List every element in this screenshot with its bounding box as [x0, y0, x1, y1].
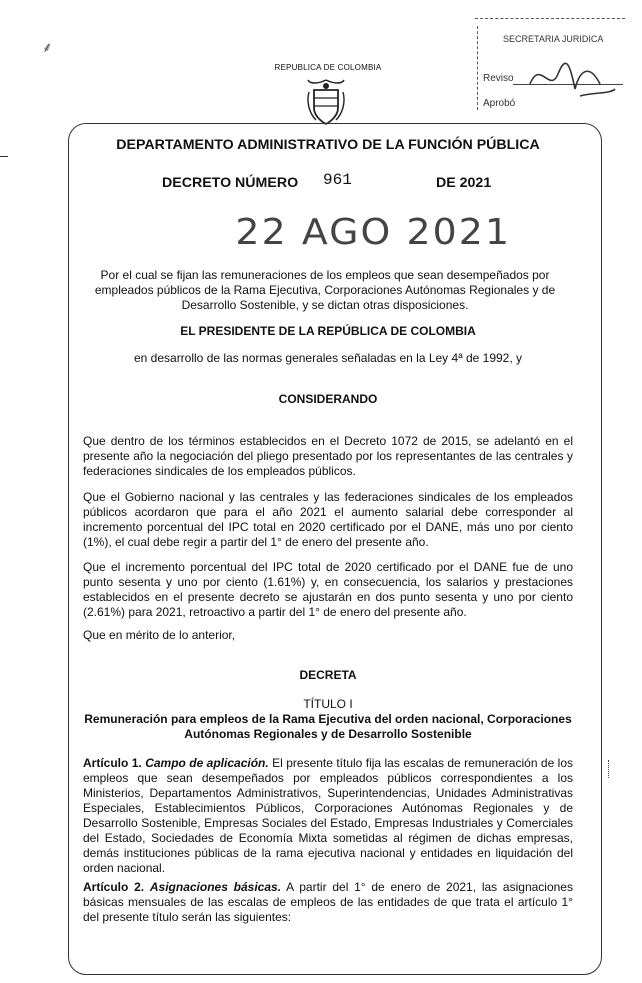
article-1-title: Campo de aplicación.	[145, 756, 269, 770]
coat-of-arms-icon	[306, 78, 346, 128]
decreta-heading: DECRETA	[299, 668, 357, 682]
article-1-label: Artículo 1.	[83, 756, 142, 770]
titulo-heading: TÍTULO I	[303, 697, 353, 711]
country-name: REPUBLICA DE COLOMBIA	[274, 63, 382, 72]
paragraph-1: Que dentro de los términos establecidos en el Decreto 1072 de 2015, se adelantó en el presente año la negociación del pliego presentado por los representantes de las centrales y federaciones sindicales de los empleados públicos.	[83, 434, 573, 478]
signature-icon	[520, 54, 620, 104]
corner-scribble: ⸙	[42, 39, 53, 55]
article-1	[83, 756, 573, 876]
president-line: EL PRESIDENTE DE LA REPÚBLICA DE COLOMBIA	[180, 324, 476, 338]
stamp-title: SECRETARIA JURIDICA	[503, 34, 604, 44]
decree-intro: Por el cual se fijan las remuneraciones de los empleos que sean desempeñados por empleados públicos de la Rama Ejecutiva, Corporaciones Autónomas Regionales y de Desarrollo Sostenible, y se dictan otras disposiciones.	[94, 268, 556, 312]
article-2	[83, 880, 573, 925]
article-1-text: El presente título fija las escalas de remuneración de los empleos que sean desempeñados por empleados públicos correspondientes a los Ministerios, Departamentos Administrativos, Superintendencias, Unidades Administrativas Especiales, Establecimientos Públicos, Corporaciones Autónomas Regionales y de Desarrollo Sostenible, Empresas Sociales del Estado, Empresas Industriales y Comerciales del Estado, Sociedades de Economía Mixta sometidas al régimen de dichas empresas, demás instituciones públicas de la rama ejecutiva nacional y entidades en liquidación del orden nacional.	[83, 756, 573, 875]
titulo-description: Remuneración para empleos de la Rama Ejecutiva del orden nacional, Corporaciones Autónomas Regionales y de Desarrollo Sostenible	[84, 712, 572, 741]
stamp-aprobo: Aprobó	[483, 98, 516, 109]
considerando-heading: CONSIDERANDO	[278, 392, 378, 406]
margin-mark	[0, 156, 8, 157]
paragraph-2: Que el Gobierno nacional y las centrales y las federaciones sindicales de los empleados públicos acordaron que para el año 2021 el aumento salarial debe corresponder al incremento porcentual del IPC total en 2020 certificado por el DANE, más uno por ciento (1%), el cual debe regir a partir del 1° de enero del presente año.	[83, 490, 573, 549]
article-2-title: Asignaciones básicas.	[149, 880, 282, 894]
article-2-text: A partir del 1° de enero de 2021, las asignaciones básicas mensuales de las escalas de empleos de las entidades de que trata el artículo 1° del presente título serán las siguientes:	[83, 880, 573, 924]
stamp-reviso: Reviso	[483, 73, 514, 84]
article-2-label: Artículo 2.	[83, 880, 145, 894]
paragraph-3: Que el incremento porcentual del IPC total de 2020 certificado por el DANE fue de uno punto sesenta y uno por ciento (1.61%) y, en consecuencia, los salarios y prestaciones establecidos en el presente decreto se ajustarán en dos punto sesenta y uno por ciento (2.61%) para 2021, retroactivo a partir del 1° de enero del presente año.	[83, 560, 573, 619]
date-stamp: 22 AGO 2021	[235, 212, 512, 253]
authority-line: en desarrollo de las normas generales señaladas en la Ley 4ª de 1992, y	[133, 351, 523, 365]
decree-label: DECRETO NÚMERO	[162, 175, 299, 191]
department-name: DEPARTAMENTO ADMINISTRATIVO DE LA FUNCIÓN PÚBLICA	[116, 137, 540, 153]
paragraph-4: Que en mérito de lo anterior,	[83, 628, 236, 642]
margin-tick	[608, 760, 610, 778]
decree-number: 961	[323, 171, 352, 189]
decree-year: DE 2021	[436, 175, 492, 191]
